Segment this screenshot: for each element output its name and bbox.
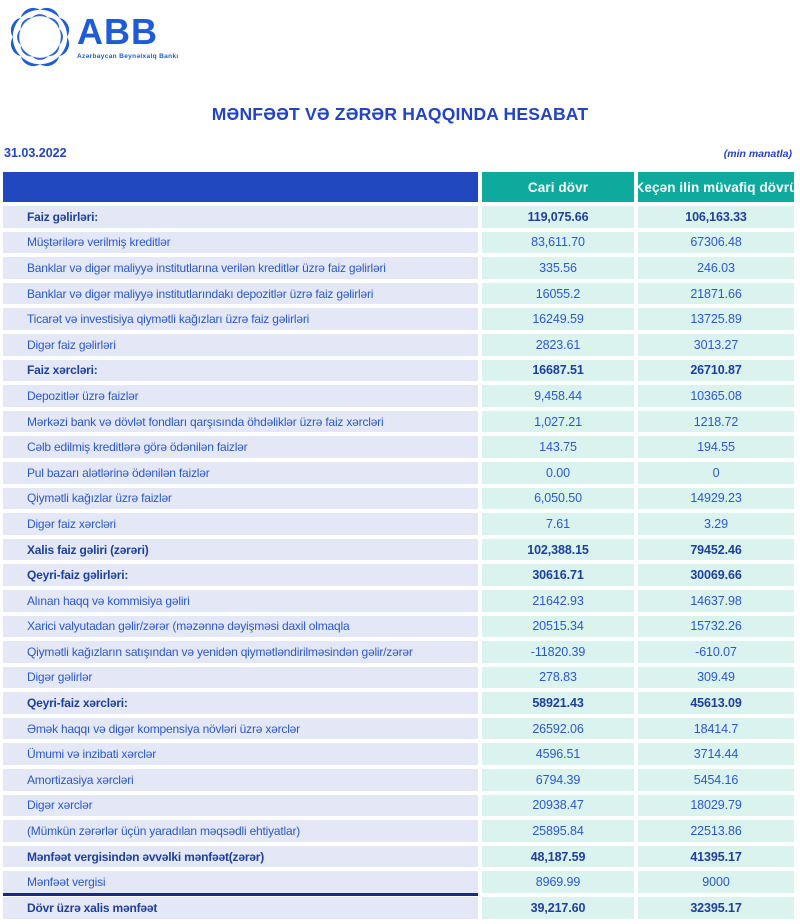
row-label: Ticarət və investisiya qiymətli kağızları üzrə faiz gəlirləri bbox=[3, 308, 478, 330]
row-label: Digər faiz xərcləri bbox=[3, 513, 478, 535]
row-value-previous: 246.03 bbox=[638, 257, 794, 279]
row-value-previous: 22513.86 bbox=[638, 820, 794, 842]
row-value-previous: 5454.16 bbox=[638, 769, 794, 791]
row-label: Mənfəət vergisi bbox=[3, 871, 478, 893]
column-header-previous: Keçən ilin müvafiq dövrü bbox=[638, 172, 794, 202]
row-value-previous: 67306.48 bbox=[638, 232, 794, 254]
row-label: (Mümkün zərərlər üçün yaradılan məqsədli ehtiyatlar) bbox=[3, 820, 478, 842]
row-label: Digər faiz gəlirləri bbox=[3, 334, 478, 356]
row-value-previous: 9000 bbox=[638, 871, 794, 893]
logo-wordmark: ABB bbox=[77, 11, 158, 52]
row-label: Qiymətli kağızlar üzrə faizlər bbox=[3, 488, 478, 510]
row-value-current: 143.75 bbox=[482, 436, 634, 458]
row-value-previous: 13725.89 bbox=[638, 308, 794, 330]
row-value-previous: 3714.44 bbox=[638, 743, 794, 765]
row-value-current: 9,458.44 bbox=[482, 385, 634, 407]
row-label: Cəlb edilmiş kreditlərə görə ödənilən faizlər bbox=[3, 436, 478, 458]
row-label: Ümumi və inzibati xərclər bbox=[3, 743, 478, 765]
logo-text bbox=[77, 11, 179, 60]
row-label: Depozitlər üzrə faizlər bbox=[3, 385, 478, 407]
row-label: Amortizasiya xərcləri bbox=[3, 769, 478, 791]
row-value-current: 4596.51 bbox=[482, 743, 634, 765]
row-value-previous: 32395.17 bbox=[638, 897, 794, 919]
row-label: Mərkəzi bank və dövlət fondları qarşısında öhdəliklər üzrə faiz xərcləri bbox=[3, 411, 478, 433]
row-label: Banklar və digər maliyyə institutlarına verilən kreditlər üzrə faiz gəlirləri bbox=[3, 257, 478, 279]
row-value-current: 1,027.21 bbox=[482, 411, 634, 433]
row-value-previous: 15732.26 bbox=[638, 616, 794, 638]
row-value-previous: 3013.27 bbox=[638, 334, 794, 356]
row-value-current: 16055.2 bbox=[482, 283, 634, 305]
row-value-current: 30616.71 bbox=[482, 564, 634, 586]
meta-row bbox=[4, 146, 792, 160]
row-label: Xarici valyutadan gəlir/zərər (məzənnə dəyişməsi daxil olmaqla bbox=[3, 616, 478, 638]
row-label: Əmək haqqı və digər kompensiya növləri üzrə xərclər bbox=[3, 718, 478, 740]
row-value-previous: 0 bbox=[638, 462, 794, 484]
row-value-current: 20515.34 bbox=[482, 616, 634, 638]
row-value-current: 6,050.50 bbox=[482, 488, 634, 510]
row-value-current: 58921.43 bbox=[482, 692, 634, 714]
row-value-current: 102,388.15 bbox=[482, 539, 634, 561]
row-value-current: 39,217.60 bbox=[482, 897, 634, 919]
row-value-previous: 41395.17 bbox=[638, 846, 794, 868]
header-spacer bbox=[3, 172, 478, 202]
row-value-previous: 194.55 bbox=[638, 436, 794, 458]
row-label: Xalis faiz gəliri (zərəri) bbox=[3, 539, 478, 561]
row-value-previous: 14929.23 bbox=[638, 488, 794, 510]
row-label: Pul bazarı alətlərinə ödənilən faizlər bbox=[3, 462, 478, 484]
row-label: Faiz xərcləri: bbox=[3, 360, 478, 382]
row-value-current: 0.00 bbox=[482, 462, 634, 484]
unit-note: (min manatla) bbox=[723, 148, 792, 160]
row-label: Alınan haqq və kommisiya gəliri bbox=[3, 590, 478, 612]
logo-caption: Azərbaycan Beynəlxalq Bankı bbox=[77, 53, 179, 60]
row-value-current: 7.61 bbox=[482, 513, 634, 535]
row-value-previous: 21871.66 bbox=[638, 283, 794, 305]
row-value-previous: 30069.66 bbox=[638, 564, 794, 586]
report-table bbox=[3, 172, 798, 919]
page-title: MƏNFƏƏT VƏ ZƏRƏR HAQQINDA HESABAT bbox=[211, 104, 589, 124]
row-value-current: 16249.59 bbox=[482, 308, 634, 330]
row-value-previous: -610.07 bbox=[638, 641, 794, 663]
column-header-current: Cari dövr bbox=[482, 172, 634, 202]
row-value-current: 8969.99 bbox=[482, 871, 634, 893]
row-value-previous: 45613.09 bbox=[638, 692, 794, 714]
row-label: Faiz gəlirləri: bbox=[3, 206, 478, 228]
row-value-current: 20938.47 bbox=[482, 795, 634, 817]
abb-swirl-icon bbox=[8, 5, 72, 69]
row-value-previous: 79452.46 bbox=[638, 539, 794, 561]
row-value-current: 83,611.70 bbox=[482, 232, 634, 254]
row-label: Digər gəlirlər bbox=[3, 667, 478, 689]
row-value-previous: 1218.72 bbox=[638, 411, 794, 433]
row-label: Dövr üzrə xalis mənfəət bbox=[3, 897, 478, 919]
row-value-current: 278.83 bbox=[482, 667, 634, 689]
row-label: Mənfəət vergisindən əvvəlki mənfəət(zərər) bbox=[3, 846, 478, 868]
logo bbox=[8, 5, 179, 69]
row-value-current: -11820.39 bbox=[482, 641, 634, 663]
row-value-current: 119,075.66 bbox=[482, 206, 634, 228]
row-value-previous: 18414.7 bbox=[638, 718, 794, 740]
row-value-previous: 18029.79 bbox=[638, 795, 794, 817]
row-value-previous: 10365.08 bbox=[638, 385, 794, 407]
row-value-previous: 309.49 bbox=[638, 667, 794, 689]
row-value-current: 25895.84 bbox=[482, 820, 634, 842]
row-label: Qeyri-faiz xərcləri: bbox=[3, 692, 478, 714]
row-value-current: 6794.39 bbox=[482, 769, 634, 791]
row-value-current: 335.56 bbox=[482, 257, 634, 279]
row-label: Müştərilərə verilmiş kreditlər bbox=[3, 232, 478, 254]
row-label: Qeyri-faiz gəlirləri: bbox=[3, 564, 478, 586]
row-value-previous: 14637.98 bbox=[638, 590, 794, 612]
row-label: Banklar və digər maliyyə institutlarındakı depozitlər üzrə faiz gəlirləri bbox=[3, 283, 478, 305]
row-value-previous: 106,163.33 bbox=[638, 206, 794, 228]
row-label: Digər xərclər bbox=[3, 795, 478, 817]
row-value-previous: 26710.87 bbox=[638, 360, 794, 382]
row-value-current: 26592.06 bbox=[482, 718, 634, 740]
report-date: 31.03.2022 bbox=[4, 146, 67, 160]
row-value-current: 21642.93 bbox=[482, 590, 634, 612]
row-label: Qiymətli kağızların satışından və yenidən qiymətləndirilməsindən gəlir/zərər bbox=[3, 641, 478, 663]
row-value-previous: 3.29 bbox=[638, 513, 794, 535]
row-value-current: 2823.61 bbox=[482, 334, 634, 356]
row-value-current: 48,187.59 bbox=[482, 846, 634, 868]
row-value-current: 16687.51 bbox=[482, 360, 634, 382]
